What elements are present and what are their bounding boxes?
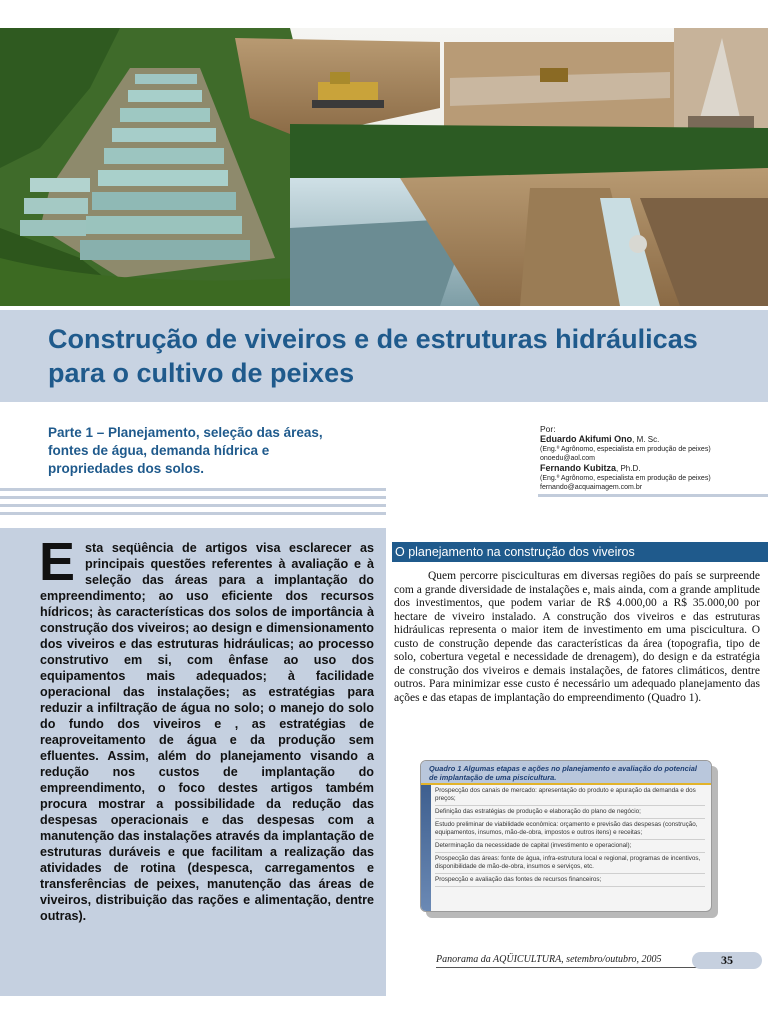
section-body: Quem percorre pisciculturas em diversas regiões do país se surpreende com a grande diversidade de instalações e, mais ainda, com a grande amplitude dos investimentos, que podem variar de R$ 4.000,00 a R$ 35.000,00 por hectare de viveiro instalado. A construção dos viveiros e das estruturas hidráulicas representa o maior item de investimento em uma piscicultura. O custo de construção depende das características da área (topografia, tipo de solo, cobertura vegetal e necessidade de drenagem), do design e da estratégia de construção dos viveiros e demais instalações, de fatores climáticos, dentre outros. Para minimizar esse custo é necessário um adequado planejamento das ações e das etapas de implantação do empreendimento (Quadro 1). (394, 570, 760, 704)
quadro-item: Prospecção e avaliação das fontes de recursos financeiros; (435, 874, 705, 887)
author-1-title: , M. Sc. (632, 435, 660, 444)
pond (20, 220, 86, 236)
decorative-stripes (0, 488, 386, 520)
quadro-item: Determinação da necessidade de capital (investimento e operacional); (435, 840, 705, 853)
article-banner-photo (0, 28, 768, 306)
pond (104, 148, 224, 164)
author-block (540, 424, 764, 492)
quadro-item: Prospecção dos canais de mercado: apresentação do produto e apuração da demanda e dos preços; (435, 785, 705, 806)
pond (92, 192, 236, 210)
author-1-desc: (Eng.º Agrônomo, especialista em produção de peixes) onoedu@aol.com (540, 446, 711, 462)
article-title: Construção de viveiros e de estruturas hidráulicas para o cultivo de peixes (48, 324, 698, 388)
pond (128, 90, 202, 102)
quadro-item: Definição das estratégias de produção e elaboração do plano de negócio; (435, 806, 705, 819)
title-band (0, 310, 768, 402)
pipe (629, 235, 647, 253)
quadro-1-figure (420, 760, 716, 916)
pond (120, 108, 210, 122)
decorative-stripes-right (538, 494, 768, 502)
quadro-item: Prospecção das áreas: fonte de água, infra-estrutura local e regional, programas de incentivos, disponibilidade de mão-de-obra, insumos e serviços, etc. (435, 853, 705, 874)
section-heading: O planejamento na construção dos viveiros (392, 542, 768, 562)
pond (24, 198, 88, 214)
drop-cap: E (39, 532, 76, 592)
quadro-side-bar (421, 785, 431, 912)
footer-rule (436, 967, 698, 968)
bulldozer (540, 68, 568, 82)
author-1-name: Eduardo Akifumi Ono (540, 434, 633, 444)
lead-paragraph (39, 532, 374, 924)
pond (112, 128, 216, 142)
lead-column (0, 528, 386, 996)
page-number: 35 (692, 952, 762, 969)
article-subtitle: Parte 1 – Planejamento, seleção das áreas, fontes de água, demanda hídrica e propriedades dos solos. (48, 425, 323, 476)
pond (135, 74, 197, 84)
byline-label: Por: (540, 424, 556, 434)
lead-text: sta seqüência de artigos visa esclarecer as principais questões referentes à avaliação e à seleção das áreas para a implantação do empreendimento; ao uso eficiente dos recursos hídricos; às características dos solos de importância à construção dos viveiros; ao design e dimensionamento dos viveiros e das estruturas hidráulicas; ao processo construtivo em si, com ênfase ao uso dos equipamentos mais adequados; à facilidade operacional das instalações; as estratégias para reduzir a infiltração de água no solo; o manejo do solo do fundo dos viveiros e , as estratégias de reaproveitamento de água e da produção sem efluentes. Assim, além do planejamento visando a redução nos custos de implantação do empreendimento, o foco destes artigos também procura mostrar a possibilidade da redução das despesas operacionais e das despesas com a manutenção das instalações através da implantação de estruturas duráveis e que facilitam a realização das atividades de rotina (despesca, carregamentos e transferências de peixes, manutenção das áreas de viveiros, distribuição das rações e alimentação, dentre outras). (40, 541, 374, 923)
quadro-item: Estudo preliminar de viabilidade econômica: orçamento e previsão das despesas (construção, equipamentos, insumos, mão-de-obra, impostos e outros itens) e receitas; (435, 819, 705, 840)
pond (98, 170, 228, 186)
pond (86, 216, 242, 234)
author-2-name: Fernando Kubitza (540, 463, 616, 473)
pond (80, 240, 250, 260)
quadro-title: Quadro 1 Algumas etapas e ações no planejamento e avaliação do potencial de implantação de uma piscicultura. (421, 761, 711, 785)
magazine-footer: Panorama da AQÜICULTURA, setembro/outubro, 2005 (436, 954, 662, 965)
author-2-title: , Ph.D. (616, 464, 641, 473)
author-2-desc: (Eng.º Agrônomo, especialista em produção de peixes) fernando@acquaimagem.com.br (540, 475, 711, 491)
pond (30, 178, 90, 192)
